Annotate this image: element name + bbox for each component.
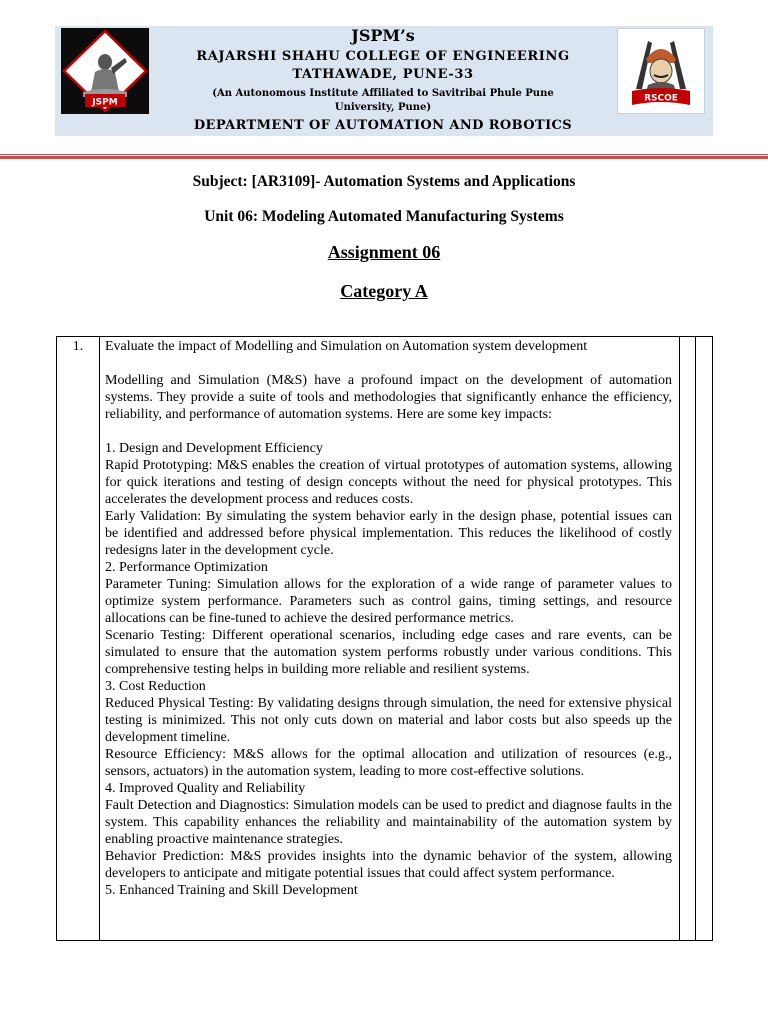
- section-heading: 2. Performance Optimization: [105, 560, 268, 575]
- answer-paragraph: Parameter Tuning: Simulation allows for the exploration of a wide range of parameter values to optimize system performance. Parameters such as control gains, timing settings, and resource allocations can be fine-tuned to achieve the desired performance metrics.: [105, 577, 672, 626]
- answer-intro: Modelling and Simulation (M&S) have a profound impact on the development of automation systems. They provide a suite of tools and methodologies that significantly enhance the efficiency, reliability, and performance of automation systems. Here are some key impacts:: [105, 373, 672, 422]
- question-body: [105, 338, 672, 899]
- saraswati-emblem-icon: [61, 28, 149, 114]
- college-location: TATHAWADE, PUNE-33: [292, 67, 474, 82]
- answer-paragraph: Reduced Physical Testing: By validating designs through simulation, the need for extensive physical testing is minimized. This not only cuts down on material and labor costs but also speeds up the development timeline.: [105, 696, 672, 745]
- section-heading: 5. Enhanced Training and Skill Development: [105, 883, 358, 898]
- header-divider-thin: [0, 154, 768, 155]
- answer-paragraph: Fault Detection and Diagnostics: Simulation models can be used to predict and diagnose faults in the system. This capability enhances the reliability and maintainability of the automation system by enabling proactive maintenance strategies.: [105, 798, 672, 847]
- answer-paragraph: Resource Efficiency: M&S allows for the optimal allocation and utilization of resources (e.g., sensors, actuators) in the automation system, leading to more cost-effective solutions.: [105, 747, 672, 779]
- affiliation-line-1: (An Autonomous Institute Affiliated to Savitribai Phule Pune: [212, 88, 554, 99]
- logo-text: JSPM: [92, 97, 118, 108]
- college-name: RAJARSHI SHAHU COLLEGE OF ENGINEERING: [196, 49, 570, 64]
- affiliation-line-2: University, Pune): [334, 102, 432, 113]
- org-name: JSPM’s: [351, 26, 415, 45]
- shahu-maharaj-emblem-icon: [618, 29, 704, 113]
- spacer: [105, 423, 672, 440]
- answer-paragraph: Scenario Testing: Different operational scenarios, including edge cases and rare events, can be simulated to ensure that the automation system performs robustly under various conditions. This comprehensive testing helps in building more reliable and resilient systems.: [105, 628, 672, 677]
- question-prompt: Evaluate the impact of Modelling and Simulation on Automation system development: [105, 339, 588, 354]
- college-header: [55, 26, 713, 136]
- rscoe-logo: [617, 28, 705, 114]
- section-heading: 4. Improved Quality and Reliability: [105, 781, 306, 796]
- logo-text: RSCOE: [644, 93, 678, 104]
- column-divider: [679, 337, 680, 940]
- answer-paragraph: Early Validation: By simulating the system behavior early in the design phase, potential issues can be identified and addressed before physical implementation. This reduces the likelihood of costly redesigns later in the development cycle.: [105, 509, 672, 558]
- section-heading: 1. Design and Development Efficiency: [105, 441, 323, 456]
- affiliation-note: [155, 87, 611, 115]
- assignment-title: Assignment 06: [327, 242, 441, 262]
- spacer: [105, 355, 672, 372]
- question-table: [56, 336, 713, 941]
- unit-title: Unit 06: Modeling Automated Manufacturing Systems: [204, 208, 564, 225]
- column-divider: [695, 337, 696, 940]
- section-heading: 3. Cost Reduction: [105, 679, 206, 694]
- answer-paragraph: Behavior Prediction: M&S provides insights into the dynamic behavior of the system, allowing developers to anticipate and mitigate potential issues that could affect system performance.: [105, 849, 672, 881]
- subject-title: Subject: [AR3109]- Automation Systems and Applications: [192, 173, 576, 190]
- column-divider: [99, 337, 100, 940]
- jspm-logo: [61, 28, 149, 114]
- header-divider-thick: [0, 156, 768, 159]
- category-title: Category A: [340, 281, 428, 301]
- question-number: 1.: [72, 339, 84, 354]
- department-name: DEPARTMENT OF AUTOMATION AND ROBOTICS: [193, 118, 573, 133]
- answer-paragraph: Rapid Prototyping: M&S enables the creation of virtual prototypes of automation systems, allowing for quick iterations and testing of design concepts without the need for physical prototypes. This accelerates the development process and reduces costs.: [105, 458, 672, 507]
